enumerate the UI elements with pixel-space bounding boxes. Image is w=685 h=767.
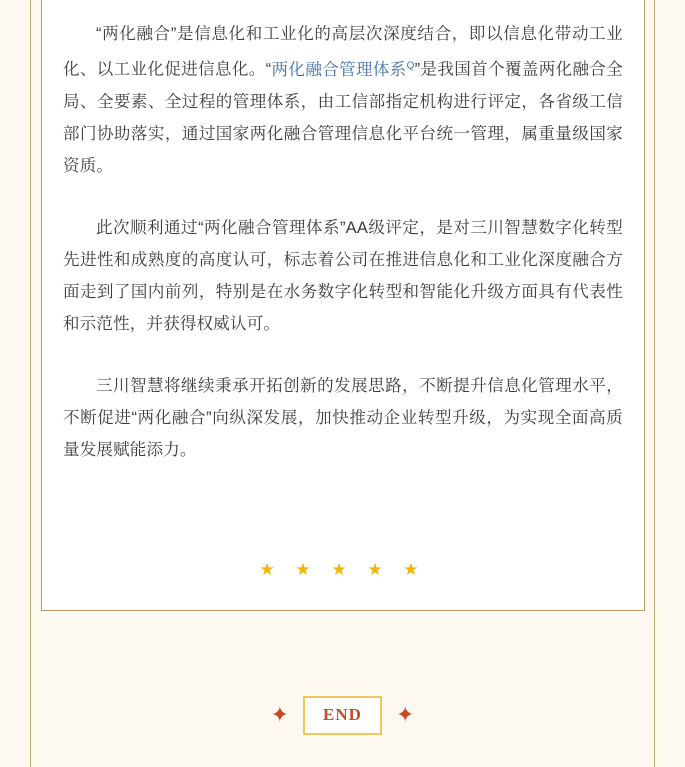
article-end-marker (0, 694, 685, 736)
article-card (41, 0, 645, 611)
end-badge: END (303, 696, 382, 735)
frame-rule-left (30, 0, 31, 767)
paragraph-3: 三川智慧将继续秉承开拓创新的发展思路，不断提升信息化管理水平，不断促进“两化融合”向纵深发展，加快推动企业转型升级，为实现全面高质量发展赋能添力。 (63, 376, 623, 459)
frame-rule-right (654, 0, 655, 767)
sparkle-left-icon: ✦ (270, 702, 290, 727)
paragraph-1-tail: ”是我国首个覆盖两化融合全局、全要素、全过程的管理体系，由工信部指定机构进行评定，各省级工信部门协助落实，通过国家两化融合管理信息化平台统一管理，属重量级国家资质。 (63, 60, 623, 175)
paragraph-1 (63, 0, 623, 182)
query-superscript-icon: Q (406, 60, 415, 71)
paragraph-2: 此次顺利通过“两化融合管理体系”AA级评定，是对三川智慧数字化转型先进性和成熟度的高度认可，标志着公司在推进信息化和工业化深度融合方面走到了国内前列，特别是在水务数字化转型和智能化升级方面具有代表性和示范性，并获得权威认可。 (63, 218, 623, 333)
sparkle-right-icon: ✦ (395, 702, 415, 727)
term-highlight (271, 61, 414, 79)
star-rating: ★ ★ ★ ★ ★ (259, 560, 427, 579)
term-highlight-text: 两化融合管理体系 (271, 60, 407, 79)
paragraph-1-lead: “两化融合”是信息化和工业化的高层次深度结合，即以信息化带动工业化、以工业化促进信息化。“ (63, 25, 623, 79)
